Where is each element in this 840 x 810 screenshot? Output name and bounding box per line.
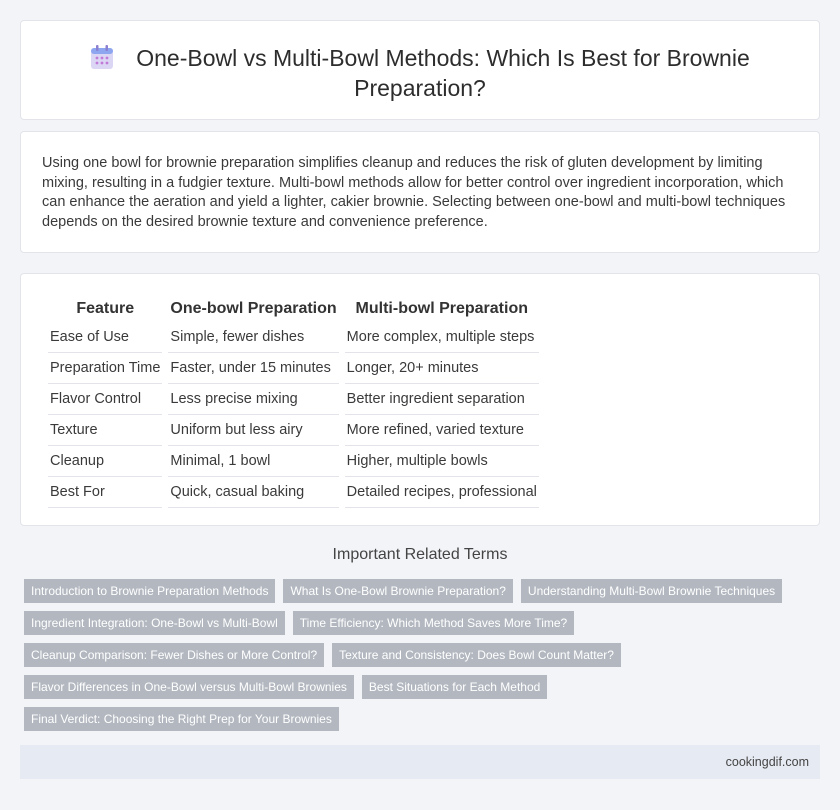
- comparison-card: [20, 273, 820, 526]
- table-cell: Minimal, 1 bowl: [168, 446, 338, 477]
- table-cell: Quick, casual baking: [168, 477, 338, 508]
- table-cell: Best For: [48, 477, 162, 508]
- table-row: [48, 353, 539, 384]
- table-cell: Uniform but less airy: [168, 415, 338, 446]
- related-term-tag[interactable]: What Is One-Bowl Brownie Preparation?: [283, 579, 512, 603]
- intro-paragraph: Using one bowl for brownie preparation simplifies cleanup and reduces the risk of gluten development by limiting mixing, resulting in a fudgier texture. Multi-bowl methods allow for better control over ingredient incorporation, which can enhance the aeration and yield a lighter, cakier brownie. Selecting between one-bowl and multi-bowl techniques depends on the desired brownie texture and convenience preference.: [42, 155, 786, 230]
- table-cell: Higher, multiple bowls: [345, 446, 539, 477]
- footer-site-link[interactable]: cookingdif.com: [725, 755, 809, 769]
- title-card: [20, 20, 820, 120]
- related-term-tag[interactable]: Best Situations for Each Method: [362, 675, 547, 699]
- table-row: [48, 322, 539, 353]
- page-title-wrap: [21, 43, 819, 103]
- intro-card: [20, 131, 820, 253]
- related-term-tag[interactable]: Flavor Differences in One-Bowl versus Multi-Bowl Brownies: [24, 675, 354, 699]
- table-cell: Simple, fewer dishes: [168, 322, 338, 353]
- table-row: [48, 477, 539, 508]
- table-header-row: [48, 296, 539, 322]
- table-cell: Longer, 20+ minutes: [345, 353, 539, 384]
- table-cell: More complex, multiple steps: [345, 322, 539, 353]
- related-term-tag[interactable]: Final Verdict: Choosing the Right Prep for Your Brownies: [24, 707, 339, 731]
- table-cell: Better ingredient separation: [345, 384, 539, 415]
- related-term-tag[interactable]: Time Efficiency: Which Method Saves More Time?: [293, 611, 574, 635]
- page-title: One-Bowl vs Multi-Bowl Methods: Which Is Best for Brownie Preparation?: [136, 45, 750, 101]
- table-cell: Flavor Control: [48, 384, 162, 415]
- table-cell: Faster, under 15 minutes: [168, 353, 338, 384]
- calendar-icon: [90, 44, 114, 70]
- table-cell: More refined, varied texture: [345, 415, 539, 446]
- header-multi-bowl: Multi-bowl Preparation: [355, 300, 528, 317]
- header-feature: Feature: [76, 300, 135, 317]
- footer: [20, 745, 820, 779]
- related-term-tag[interactable]: Understanding Multi-Bowl Brownie Techniques: [521, 579, 782, 603]
- related-terms-list: [24, 579, 804, 739]
- table-row: [48, 446, 539, 477]
- table-cell: Preparation Time: [48, 353, 162, 384]
- table-cell: Detailed recipes, professional: [345, 477, 539, 508]
- table-row: [48, 415, 539, 446]
- table-cell: Ease of Use: [48, 322, 162, 353]
- related-terms-heading: Important Related Terms: [332, 546, 508, 563]
- related-term-tag[interactable]: Ingredient Integration: One-Bowl vs Multi-Bowl: [24, 611, 285, 635]
- table-row: [48, 384, 539, 415]
- related-term-tag[interactable]: Cleanup Comparison: Fewer Dishes or More Control?: [24, 643, 324, 667]
- related-term-tag[interactable]: Texture and Consistency: Does Bowl Count Matter?: [332, 643, 621, 667]
- related-term-tag[interactable]: Introduction to Brownie Preparation Methods: [24, 579, 275, 603]
- comparison-table: [42, 296, 545, 508]
- table-cell: Less precise mixing: [168, 384, 338, 415]
- table-cell: Texture: [48, 415, 162, 446]
- table-cell: Cleanup: [48, 446, 162, 477]
- header-one-bowl: One-bowl Preparation: [170, 300, 337, 317]
